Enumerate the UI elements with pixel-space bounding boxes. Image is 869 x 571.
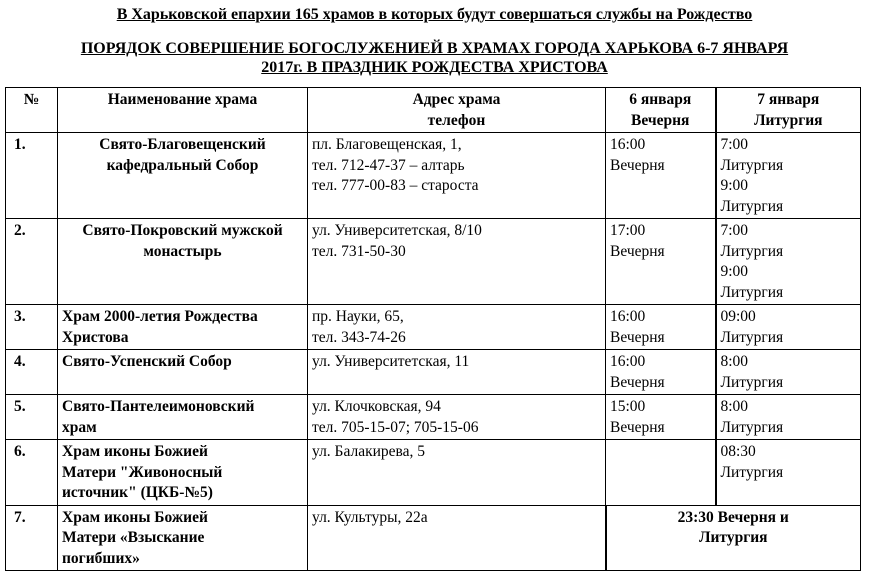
page-title: В Харьковской епархии 165 храмов в которых будут совершаться службы на Рождество	[116, 6, 753, 23]
header-jan6	[606, 88, 716, 133]
cell-jan6-line: Вечерня	[610, 373, 665, 391]
cell-jan6-line: 15:00	[610, 398, 646, 415]
cell-name-line: монастырь	[143, 242, 222, 260]
cell-address	[308, 133, 606, 219]
cell-jan7	[716, 350, 861, 395]
cell-name	[58, 305, 308, 350]
cell-jan6-line: Вечерня	[610, 156, 665, 174]
cell-address-line: ул. Балакирева, 5	[312, 443, 426, 460]
cell-name-line: источник" (ЦКБ-№5)	[62, 484, 213, 501]
cell-address-line: ул. Университетская, 11	[312, 353, 470, 370]
cell-address	[308, 440, 606, 506]
cell-jan7-line: Литургия	[720, 328, 784, 346]
cell-name	[58, 395, 308, 440]
cell-jan7-line: 9:00	[720, 177, 749, 194]
cell-address-line: пл. Благовещенская, 1,	[312, 136, 462, 153]
cell-jan7	[716, 219, 861, 305]
cell-address-line: тел. 777-00-83 – староста	[312, 177, 479, 194]
table-row	[6, 133, 861, 219]
cell-num: 4.	[6, 350, 58, 395]
cell-jan7-line: Литургия	[720, 197, 784, 215]
cell-address	[308, 305, 606, 350]
header-name: Наименование храма	[58, 88, 308, 133]
header-address-line1: Адрес храма	[412, 91, 501, 108]
table-row	[6, 219, 861, 305]
cell-jan7-line: 8:00	[720, 398, 749, 415]
cell-jan7	[716, 133, 861, 219]
cell-jan6-line: Вечерня	[610, 242, 665, 260]
subtitle-line-1: ПОРЯДОК СОВЕРШЕНИЕ БОГОСЛУЖЕНИЕЙ В ХРАМАХ ГОРОДА ХАРЬКОВА 6-7 ЯНВАРЯ	[80, 40, 789, 57]
cell-num: 1.	[6, 133, 58, 219]
cell-num: 6.	[6, 440, 58, 506]
cell-address-line: тел. 705-15-07; 705-15-06	[312, 418, 479, 436]
cell-jan6-line: 16:00	[610, 308, 646, 325]
table-row	[6, 395, 861, 440]
cell-name-line: Христова	[62, 328, 129, 346]
cell-name	[58, 219, 308, 305]
cell-address	[308, 219, 606, 305]
schedule-table	[5, 87, 861, 571]
cell-jan6-line: 16:00	[610, 353, 646, 370]
cell-jan7-line: Литургия	[720, 156, 784, 174]
table-row	[6, 505, 861, 571]
header-jan6-line2: Вечерня	[631, 111, 690, 129]
subtitle-line-2: 2017г. В ПРАЗДНИК РОЖДЕСТВА ХРИСТОВА	[261, 59, 608, 76]
cell-address-line: тел. 712-47-37 – алтарь	[312, 156, 465, 174]
cell-merged-time-line: Литургия	[698, 529, 768, 546]
table-row	[6, 305, 861, 350]
cell-jan7	[716, 305, 861, 350]
cell-name-line: Храм иконы Божией	[62, 508, 208, 526]
cell-jan7-line: Литургия	[720, 283, 784, 301]
cell-jan7-line: Литургия	[720, 463, 784, 481]
cell-jan6-line: 16:00	[610, 136, 646, 153]
cell-address-line: пр. Науки, 65,	[312, 308, 404, 325]
cell-jan6-line: Вечерня	[610, 328, 665, 346]
cell-address-line: тел. 731-50-30	[312, 242, 406, 260]
header-jan7-line1: 7 января	[757, 91, 820, 108]
table-row	[6, 350, 861, 395]
cell-name-line: Матери «Взыскание	[62, 529, 205, 546]
cell-jan7	[716, 440, 861, 506]
cell-merged-time	[606, 505, 861, 571]
cell-name	[58, 350, 308, 395]
cell-name-line: кафедральный Собор	[106, 156, 259, 174]
cell-jan7-line: 8:00	[720, 353, 749, 370]
header-jan7	[716, 88, 861, 133]
cell-jan6	[606, 305, 716, 350]
header-num: №	[6, 88, 58, 133]
table-row	[6, 440, 861, 506]
cell-jan7-line: Литургия	[720, 242, 784, 260]
cell-jan7-line: 09:00	[720, 308, 756, 325]
header-jan7-line2: Литургия	[753, 111, 823, 129]
cell-num: 5.	[6, 395, 58, 440]
cell-name	[58, 505, 308, 571]
cell-jan7-line: Литургия	[720, 373, 784, 391]
cell-jan6-line: 17:00	[610, 222, 646, 239]
cell-address-line: ул. Клочковская, 94	[312, 398, 441, 415]
cell-jan6	[606, 350, 716, 395]
cell-merged-time-line: 23:30 Вечерня и	[677, 508, 789, 526]
header-jan6-line1: 6 января	[629, 91, 692, 108]
cell-num: 2.	[6, 219, 58, 305]
cell-num: 7.	[6, 505, 58, 571]
cell-jan7-line: 7:00	[720, 222, 749, 239]
cell-name	[58, 440, 308, 506]
cell-address	[308, 350, 606, 395]
cell-name-line: Свято-Благовещенский	[99, 136, 266, 153]
table-header-row	[6, 88, 861, 133]
cell-name-line: Храм 2000-летия Рождества	[62, 308, 258, 325]
cell-address	[308, 505, 606, 571]
cell-address-line: тел. 343-74-26	[312, 328, 406, 346]
cell-name-line: Свято-Пантелеимоновский	[62, 398, 255, 415]
header-address-line2: телефон	[427, 111, 486, 129]
cell-jan7-line: Литургия	[720, 418, 784, 436]
cell-jan6	[606, 219, 716, 305]
cell-address	[308, 395, 606, 440]
cell-jan7-line: 7:00	[720, 136, 749, 153]
cell-name-line: Свято-Покровский мужской	[82, 222, 283, 239]
cell-jan6	[606, 133, 716, 219]
cell-name-line: Свято-Успенский Собор	[62, 353, 232, 370]
cell-num: 3.	[6, 305, 58, 350]
cell-jan6	[606, 395, 716, 440]
cell-name	[58, 133, 308, 219]
cell-name-line: Храм иконы Божией	[62, 443, 208, 460]
header-address	[308, 88, 606, 133]
cell-jan6-line: Вечерня	[610, 418, 665, 436]
cell-name-line: погибших»	[62, 549, 140, 567]
cell-address-line: ул. Университетская, 8/10	[312, 222, 482, 239]
cell-jan7	[716, 395, 861, 440]
cell-jan7-line: 08:30	[720, 443, 756, 460]
cell-address-line: ул. Культуры, 22а	[312, 508, 428, 526]
cell-jan6	[606, 440, 716, 506]
cell-jan7-line: 9:00	[720, 263, 749, 280]
page-subtitle	[0, 39, 869, 77]
cell-name-line: храм	[62, 418, 97, 436]
cell-name-line: Матери "Живоносный	[62, 463, 223, 481]
